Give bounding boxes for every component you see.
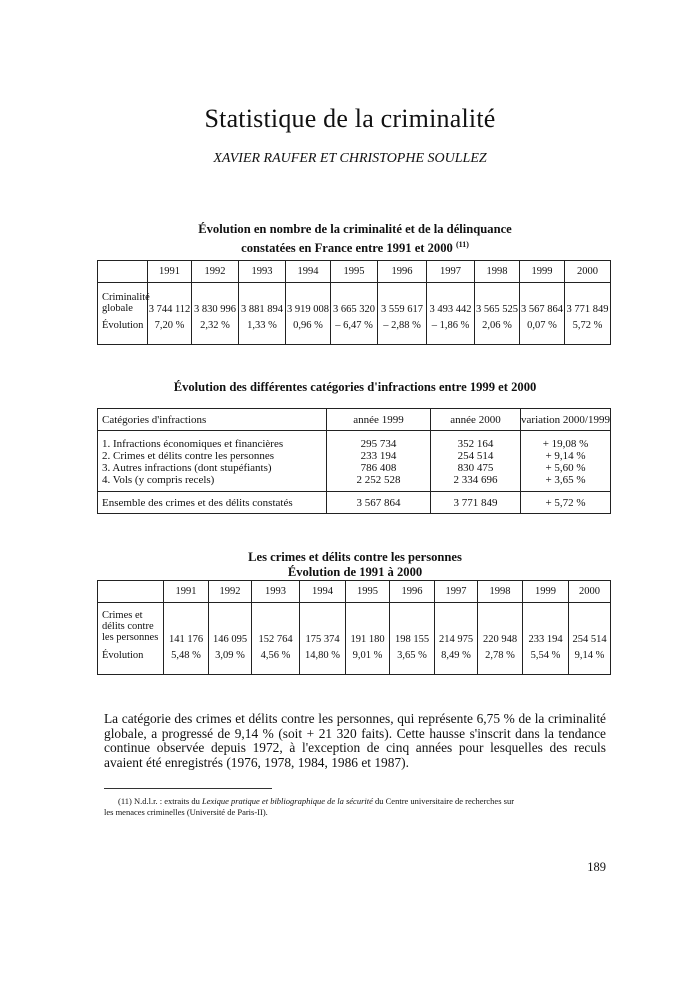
table-row xyxy=(98,462,611,474)
value-cell: 233 194 xyxy=(523,609,569,645)
row-label: Criminalité globale xyxy=(98,291,148,315)
year-cell: 2000 xyxy=(565,261,611,283)
value-cell: 2 252 528 xyxy=(327,474,431,486)
table3-values-row xyxy=(98,609,611,645)
category-label: 3. Autres infractions (dont stupéfiants) xyxy=(98,462,327,474)
year-cell: 1993 xyxy=(252,581,300,603)
value-cell: 786 408 xyxy=(327,462,431,474)
value-cell: 214 975 xyxy=(435,609,478,645)
evolution-cell: 1,33 % xyxy=(239,315,286,337)
table3-title xyxy=(100,550,610,580)
value-cell: 3 919 008 xyxy=(286,291,331,315)
article-title: Statistique de la criminalité xyxy=(204,104,496,133)
category-label: 2. Crimes et délits contre les personnes xyxy=(98,450,327,462)
evolution-cell: 5,72 % xyxy=(565,315,611,337)
variation-cell: + 19,08 % xyxy=(521,438,611,450)
page-number: 189 xyxy=(587,860,606,874)
row-label: Crimes et délits contre les personnes xyxy=(98,609,164,645)
value-cell: 352 164 xyxy=(431,438,521,450)
table1-header-row xyxy=(98,261,611,283)
year-cell: 1992 xyxy=(192,261,239,283)
value-cell: 175 374 xyxy=(300,609,346,645)
evolution-cell: 3,09 % xyxy=(209,645,252,667)
footnote-divider xyxy=(104,788,272,789)
evolution-cell: 9,01 % xyxy=(346,645,390,667)
evolution-cell: 2,06 % xyxy=(475,315,520,337)
evolution-cell: 8,49 % xyxy=(435,645,478,667)
column-header: année 1999 xyxy=(327,409,431,431)
category-label: 1. Infractions économiques et financières xyxy=(98,438,327,450)
variation-cell: + 9,14 % xyxy=(521,450,611,462)
year-cell: 1997 xyxy=(435,581,478,603)
year-cell: 1994 xyxy=(300,581,346,603)
value-cell: 2 334 696 xyxy=(431,474,521,486)
value-cell: 152 764 xyxy=(252,609,300,645)
year-cell: 1997 xyxy=(427,261,475,283)
column-header: année 2000 xyxy=(431,409,521,431)
evolution-cell: 0,07 % xyxy=(520,315,565,337)
value-cell: 3 567 864 xyxy=(520,291,565,315)
value-cell: 146 095 xyxy=(209,609,252,645)
total-label: Ensemble des crimes et des délits constatés xyxy=(98,492,327,514)
table1-criminalite-globale xyxy=(97,260,611,345)
year-cell: 1991 xyxy=(148,261,192,283)
table3-evolution-row xyxy=(98,645,611,667)
year-cell: 1998 xyxy=(478,581,523,603)
article-authors: XAVIER RAUFER ET CHRISTOPHE SOULLEZ xyxy=(213,151,487,166)
evolution-cell: 5,48 % xyxy=(164,645,209,667)
row-label: Évolution xyxy=(98,645,164,667)
value-cell: 3 493 442 xyxy=(427,291,475,315)
value-cell: 3 744 112 xyxy=(148,291,192,315)
total-value: 3 567 864 xyxy=(327,492,431,514)
table2-categories-infractions xyxy=(97,408,611,514)
evolution-cell: 14,80 % xyxy=(300,645,346,667)
table-row xyxy=(98,438,611,450)
table1-title-line1: Évolution en nombre de la criminalité et de la délinquance xyxy=(198,222,512,236)
evolution-cell: – 6,47 % xyxy=(331,315,378,337)
value-cell: 3 881 894 xyxy=(239,291,286,315)
footnote-source-title: Lexique pratique et bibliographique de la sécurité xyxy=(201,796,373,806)
year-cell: 1996 xyxy=(378,261,427,283)
table2-total-row xyxy=(98,492,611,514)
year-cell: 1996 xyxy=(390,581,435,603)
evolution-cell: 4,56 % xyxy=(252,645,300,667)
evolution-cell: – 2,88 % xyxy=(378,315,427,337)
evolution-cell: – 1,86 % xyxy=(427,315,475,337)
evolution-cell: 0,96 % xyxy=(286,315,331,337)
year-cell: 1998 xyxy=(475,261,520,283)
table3-header-row xyxy=(98,581,611,603)
table3-crimes-contre-personnes xyxy=(97,580,611,675)
table3-title-line1: Les crimes et délits contre les personnes xyxy=(248,550,462,564)
table3-corner xyxy=(98,581,164,603)
value-cell: 295 734 xyxy=(327,438,431,450)
total-value: 3 771 849 xyxy=(431,492,521,514)
table1-corner xyxy=(98,261,148,283)
value-cell: 3 830 996 xyxy=(192,291,239,315)
value-cell: 3 665 320 xyxy=(331,291,378,315)
value-cell: 254 514 xyxy=(569,609,611,645)
value-cell: 3 559 617 xyxy=(378,291,427,315)
evolution-cell: 3,65 % xyxy=(390,645,435,667)
value-cell: 141 176 xyxy=(164,609,209,645)
year-cell: 1991 xyxy=(164,581,209,603)
total-variation: + 5,72 % xyxy=(521,492,611,514)
value-cell: 830 475 xyxy=(431,462,521,474)
row-label: Évolution xyxy=(98,315,148,337)
value-cell: 233 194 xyxy=(327,450,431,462)
table-row xyxy=(98,474,611,486)
value-cell: 198 155 xyxy=(390,609,435,645)
evolution-cell: 9,14 % xyxy=(569,645,611,667)
table1-title xyxy=(100,222,610,256)
year-cell: 1995 xyxy=(331,261,378,283)
value-cell: 254 514 xyxy=(431,450,521,462)
year-cell: 1994 xyxy=(286,261,331,283)
year-cell: 2000 xyxy=(569,581,611,603)
year-cell: 1992 xyxy=(209,581,252,603)
evolution-cell: 7,20 % xyxy=(148,315,192,337)
column-header: Catégories d'infractions xyxy=(98,409,327,431)
value-cell: 220 948 xyxy=(478,609,523,645)
table2-title: Évolution des différentes catégories d'infractions entre 1999 et 2000 xyxy=(173,380,537,394)
evolution-cell: 5,54 % xyxy=(523,645,569,667)
value-cell: 3 565 525 xyxy=(475,291,520,315)
footnote-ref: (11) xyxy=(455,240,469,249)
table1-title-line2: constatées en France entre 1991 et 2000 $^{(11)}$ xyxy=(241,240,469,256)
value-cell: 191 180 xyxy=(346,609,390,645)
footnote: (11) N.d.l.r. : extraits du Lexique pratique et bibliographique de la sécurité du Centre universitaire de recherches sur les menaces criminelles (Université de Paris-II). xyxy=(104,796,515,817)
year-cell: 1995 xyxy=(346,581,390,603)
value-cell: 3 771 849 xyxy=(565,291,611,315)
table3-title-line2: Évolution de 1991 à 2000 xyxy=(287,565,423,579)
variation-cell: + 3,65 % xyxy=(521,474,611,486)
year-cell: 1993 xyxy=(239,261,286,283)
category-label: 4. Vols (y compris recels) xyxy=(98,474,327,486)
table1-values-row xyxy=(98,291,611,315)
column-header: variation 2000/1999 xyxy=(521,409,611,431)
body-paragraph: La catégorie des crimes et délits contre les personnes, qui représente 6,75 % de la criminalité globale, a progressé de 9,14 % (soit + 21 320 faits). Cette hausse s'inscrit dans la tendance continue observée depuis 1972, à l'exception de cinq années pour lesquelles des reculs avaient été enregistrés (1976, 1978, 1984, 1986 et 1987). xyxy=(104,711,606,770)
table1-evolution-row xyxy=(98,315,611,337)
evolution-cell: 2,78 % xyxy=(478,645,523,667)
table2-header-row xyxy=(98,409,611,431)
table-row xyxy=(98,450,611,462)
evolution-cell: 2,32 % xyxy=(192,315,239,337)
year-cell: 1999 xyxy=(520,261,565,283)
variation-cell: + 5,60 % xyxy=(521,462,611,474)
year-cell: 1999 xyxy=(523,581,569,603)
